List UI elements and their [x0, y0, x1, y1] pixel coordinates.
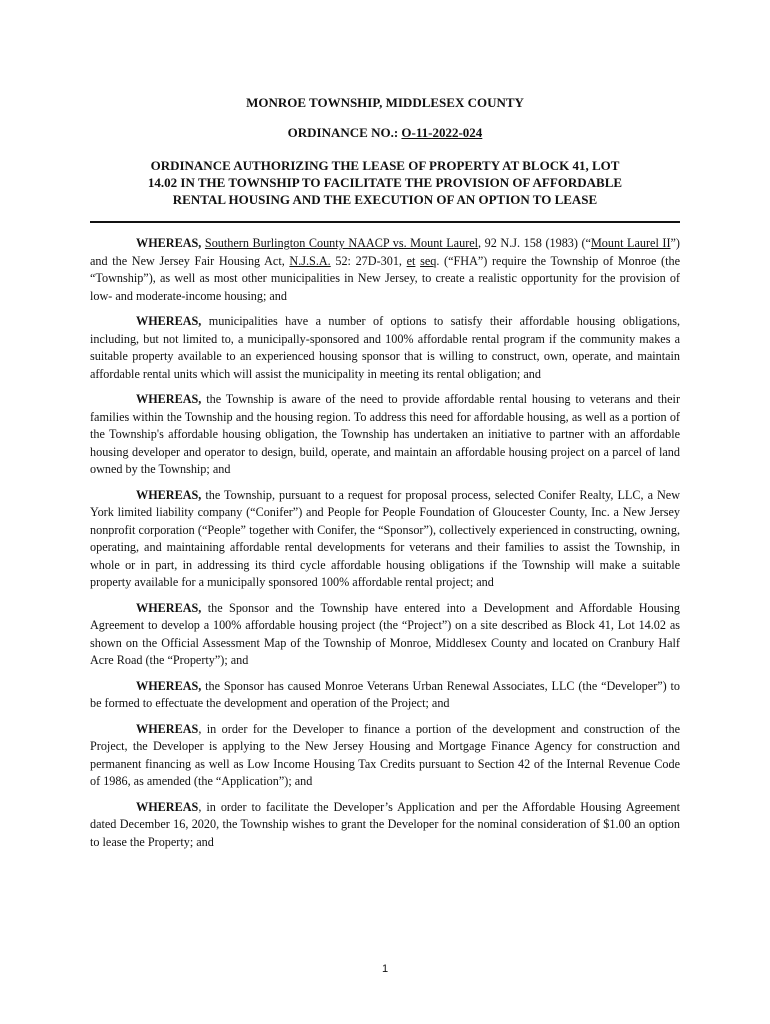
njsa-citation: N.J.S.A. — [289, 253, 331, 268]
title-divider — [90, 221, 680, 223]
ordinance-number: O-11-2022-024 — [401, 125, 483, 140]
whereas-label: WHEREAS, — [136, 392, 202, 406]
paragraph-text: 52: 27D-301, — [330, 253, 407, 268]
ordinance-prefix: ORDINANCE NO.: — [287, 125, 402, 140]
paragraph-text: , in order for the Developer to finance a portion of the development and construction of the Project, the Developer is applying to the New Jersey Housing and Mortgage Finance Agency for construction and permanent financing as well as Low Income Housing Tax Credits pursuant to Section 42 of the Internal Revenue Code of 1986, as amended (the “Application”); and — [90, 721, 680, 788]
paragraph-text: , in order to facilitate the Developer’s Application and per the Affordable Housing Agreement dated December 16, 2020, the Township wishes to grant the Developer for the nominal consideration of $1.00 an option to lease the Property; and — [90, 799, 680, 849]
whereas-paragraph-3 — [90, 391, 680, 479]
whereas-paragraph-5 — [90, 600, 680, 670]
whereas-label: WHEREAS, — [136, 314, 202, 328]
ordinance-title: ORDINANCE AUTHORIZING THE LEASE OF PROPERTY AT BLOCK 41, LOT 14.02 IN THE TOWNSHIP TO FACILITATE THE PROVISION OF AFFORDABLE RENTAL HOUSING AND THE EXECUTION OF AN OPTION TO LEASE — [147, 158, 623, 207]
et-citation: et — [406, 253, 416, 268]
paragraph-text: the Township is aware of the need to provide affordable rental housing to veterans and their families within the Township and the housing region. To address this need for affordable housing, as well as a portion of the Township's affordable housing obligation, the Township has undertaken an initiative to partner with an affordable housing developer and operator to design, build, operate, and maintain an affordable housing project on a parcel of land owned by the Township; and — [90, 392, 680, 476]
document-page — [90, 94, 680, 859]
whereas-label: WHEREAS — [136, 721, 199, 736]
mount-laurel-citation: Mount Laurel II — [590, 236, 671, 250]
whereas-paragraph-7 — [90, 721, 680, 791]
whereas-paragraph-4 — [90, 487, 680, 592]
whereas-paragraph-2 — [90, 313, 680, 383]
whereas-label: WHEREAS — [136, 799, 199, 814]
paragraph-text: the Sponsor and the Township have entered into a Development and Affordable Housing Agreement to develop a 100% affordable housing project (the “Project”) on a site described as Block 41, Lot 14.02 as shown on the Official Assessment Map of the Township of Monroe, Middlesex County and located on Cranbury Half Acre Road (the “Property”); and — [90, 600, 680, 667]
paragraph-text: the Sponsor has caused Monroe Veterans Urban Renewal Associates, LLC (the “Developer”) to be formed to effectuate the development and operation of the Project; and — [90, 678, 680, 710]
paragraph-text: , 92 N.J. 158 (1983) (“ — [478, 236, 591, 250]
paragraph-text: ”) and the New Jersey Fair Housing Act, — [90, 236, 680, 268]
whereas-label: WHEREAS, — [136, 678, 202, 693]
whereas-label: WHEREAS, — [136, 600, 202, 615]
page-number: 1 — [381, 963, 389, 975]
whereas-label: WHEREAS, — [136, 487, 202, 502]
paragraph-text: . (“FHA”) require the Township of Monroe (the “Township”), as well as most other municipalities in New Jersey, to create a realistic opportunity for the provision of low- and moderate-income housing; and — [90, 253, 680, 303]
whereas-label: WHEREAS, — [136, 236, 202, 250]
whereas-paragraph-8 — [90, 799, 680, 852]
whereas-paragraph-1 — [90, 235, 680, 305]
whereas-paragraph-6 — [90, 678, 680, 713]
paragraph-text: municipalities have a number of options to satisfy their affordable housing obligations, including, but not limited to, a municipally-sponsored and 100% affordable rental program if the community makes a suitable property available to an experienced housing sponsor that is willing to construct, own, operate, and maintain affordable rental units which will assist the municipality in meeting its rental obligation; and — [90, 314, 680, 381]
paragraph-text: the Township, pursuant to a request for proposal process, selected Conifer Realty, LLC, a New York limited liability company (“Conifer”) and People for People Foundation of Gloucester County, Inc. a New Jersey nonprofit corporation (“People” together with Conifer, the “Sponsor”), collectively experienced in constructing, owning, operating, and maintaining affordable rental developments for veterans and their families to assist the Township, in whole or in part, in addressing its third cycle affordable housing obligations if the Township will make a suitable property available for a municipally sponsored 100% affordable rental project; and — [90, 487, 680, 589]
ordinance-number-heading — [90, 124, 680, 141]
seq-citation: seq — [420, 253, 437, 268]
case-name: Southern Burlington County NAACP vs. Mount Laurel — [204, 236, 479, 250]
county-heading: MONROE TOWNSHIP, MIDDLESEX COUNTY — [246, 95, 524, 110]
